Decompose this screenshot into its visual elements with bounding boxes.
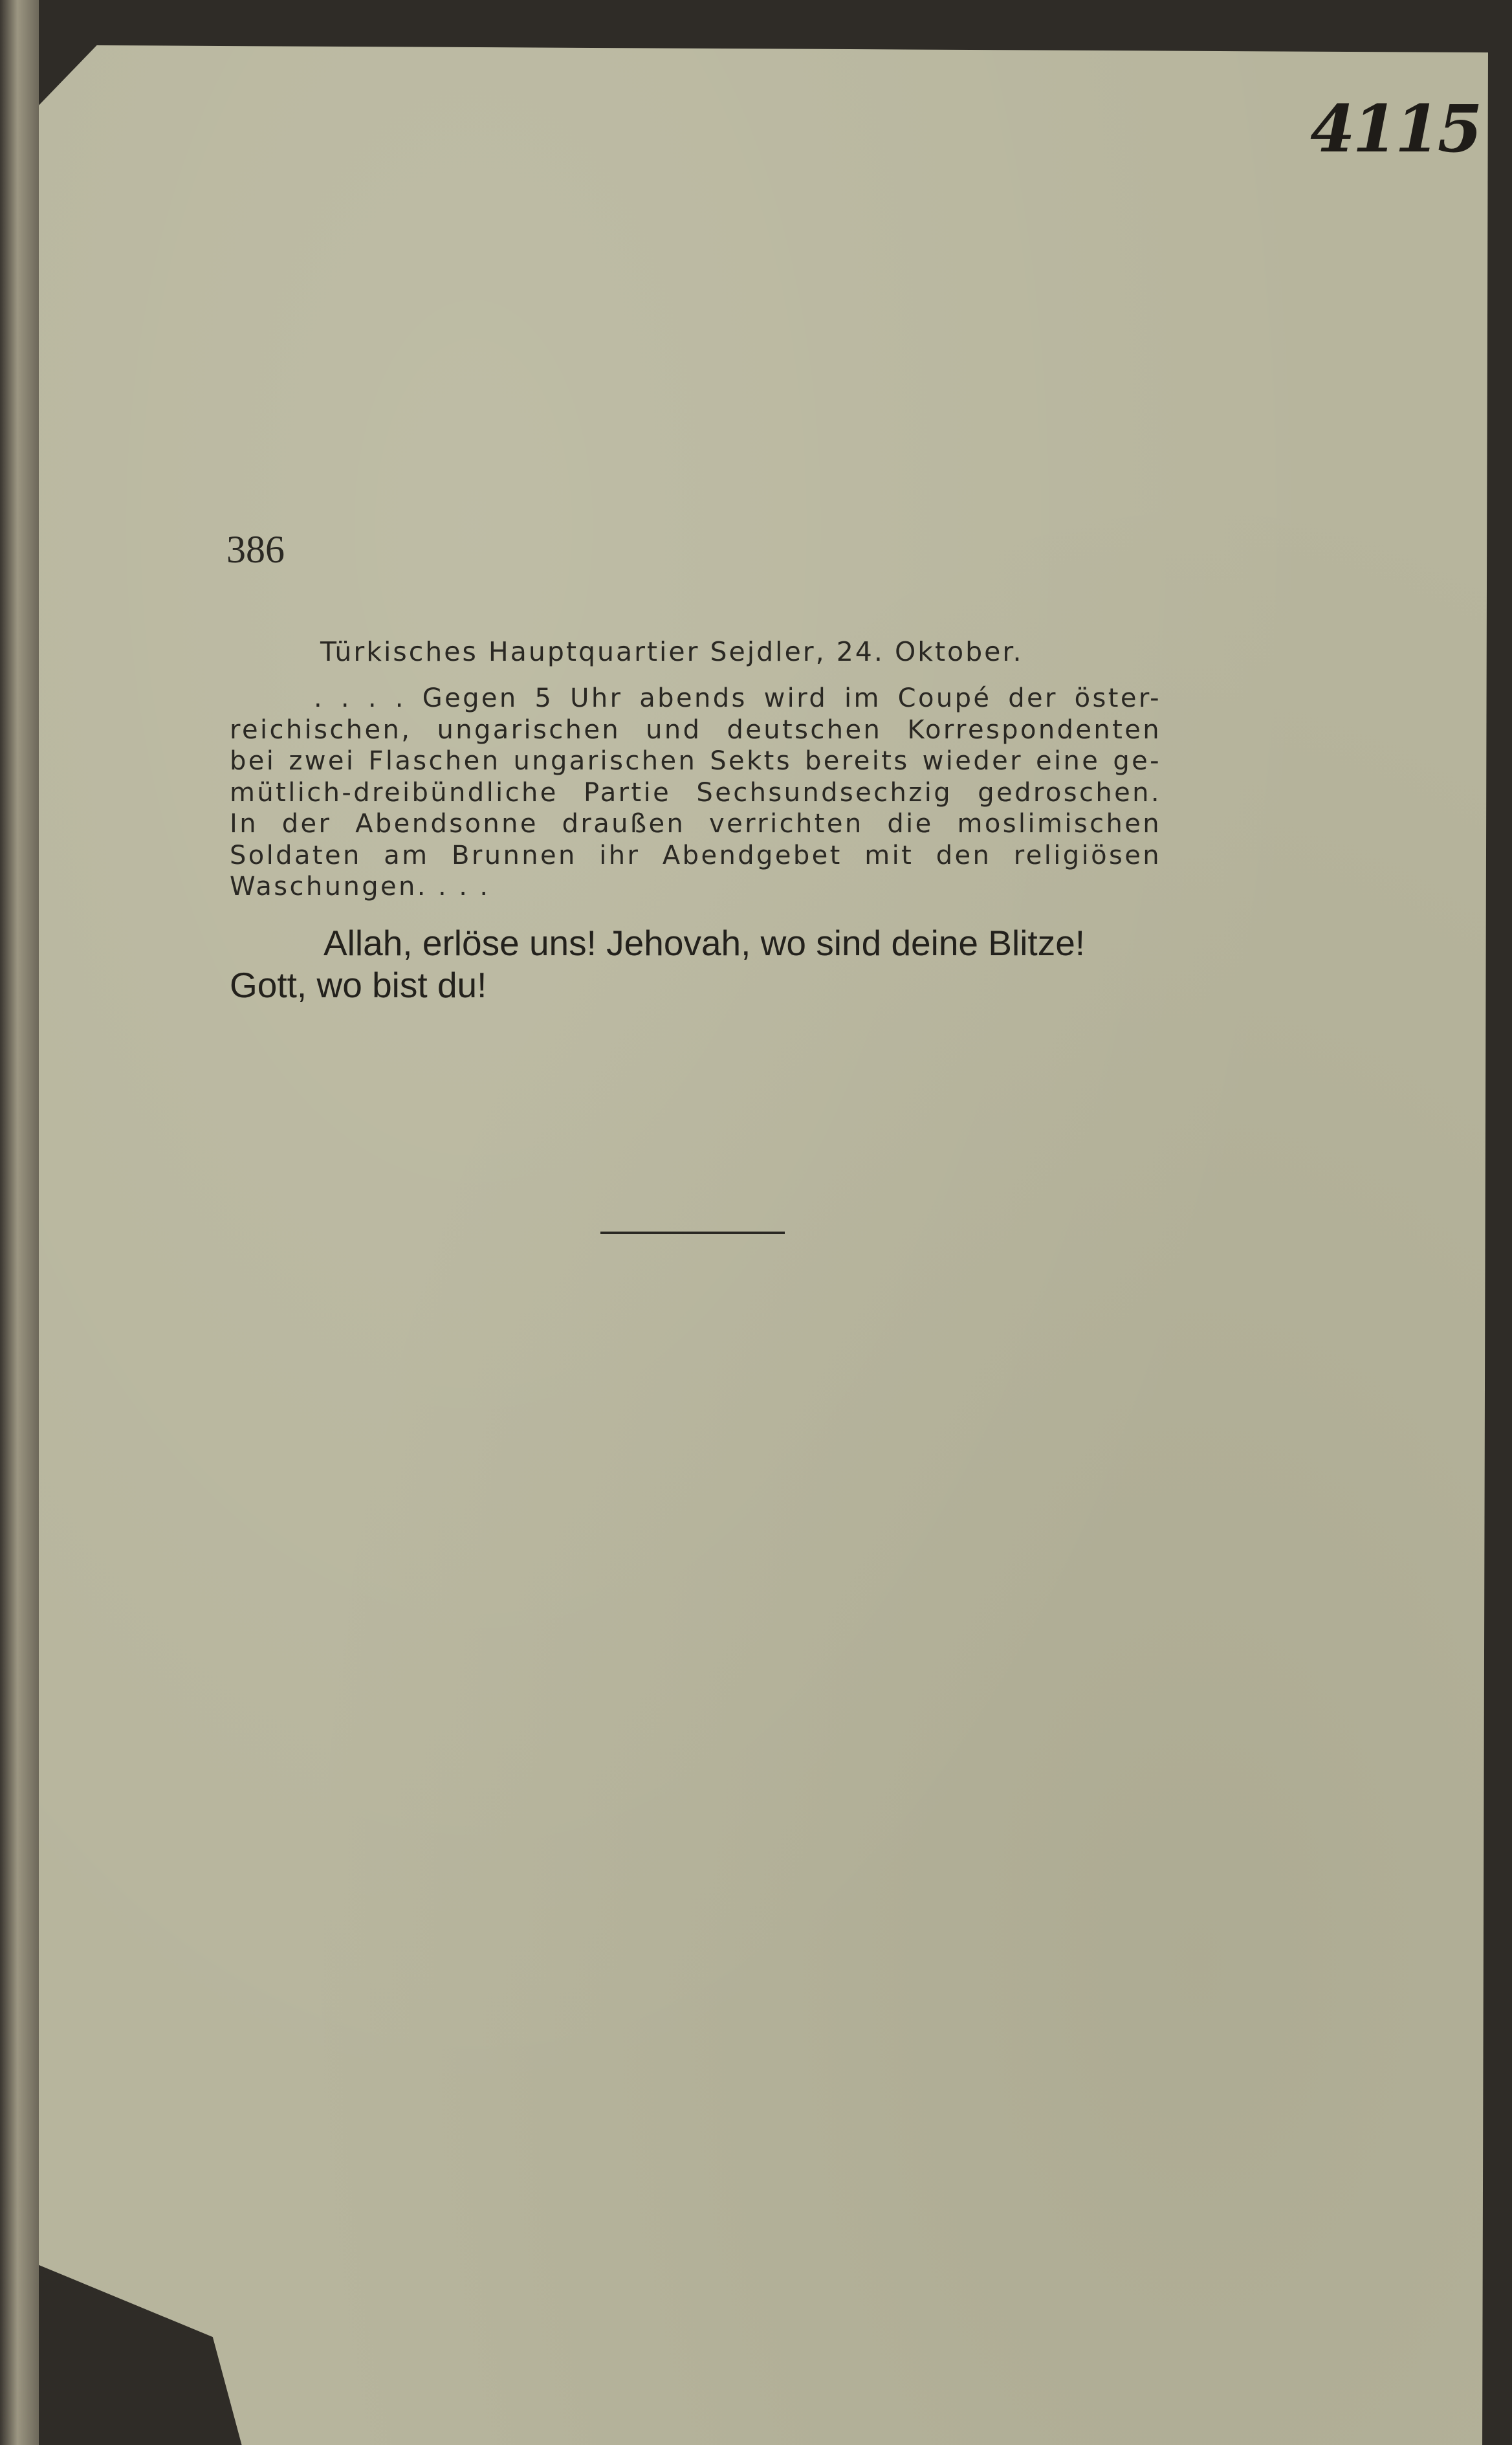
body-line: . . . . Gegen 5 Uhr abends wird im Coupé der öster- bbox=[314, 683, 1161, 713]
exclamation-line: Allah, erlöse uns! Jehovah, wo sind deine Blitze! bbox=[323, 923, 1086, 963]
exclamation bbox=[230, 922, 1168, 1006]
body-line: reichischen, ungarischen und deutschen Korrespondenten bbox=[230, 714, 1161, 745]
exclamation-line: Gott, wo bist du! bbox=[230, 965, 487, 1005]
body-line: Waschungen. . . . bbox=[230, 872, 490, 902]
body-line: bei zwei Flaschen ungarischen Sekts bereits wieder eine ge- bbox=[230, 746, 1161, 776]
body-paragraph bbox=[230, 683, 1161, 903]
page-number: 386 bbox=[226, 528, 285, 571]
archive-page-number: 4115 bbox=[1310, 91, 1480, 167]
document-page bbox=[39, 45, 1488, 2445]
section-divider bbox=[600, 1232, 785, 1234]
body-line: Soldaten am Brunnen ihr Abendgebet mit den religiösen bbox=[230, 840, 1161, 870]
body-line: mütlich-dreibündliche Partie Sechsundsechzig gedroschen. bbox=[230, 777, 1161, 808]
dateline: Türkisches Hauptquartier Sejdler, 24. Oktober. bbox=[320, 636, 1024, 667]
book-binding-edge bbox=[0, 0, 39, 2445]
body-line: In der Abendsonne draußen verrichten die moslimischen bbox=[230, 809, 1161, 839]
